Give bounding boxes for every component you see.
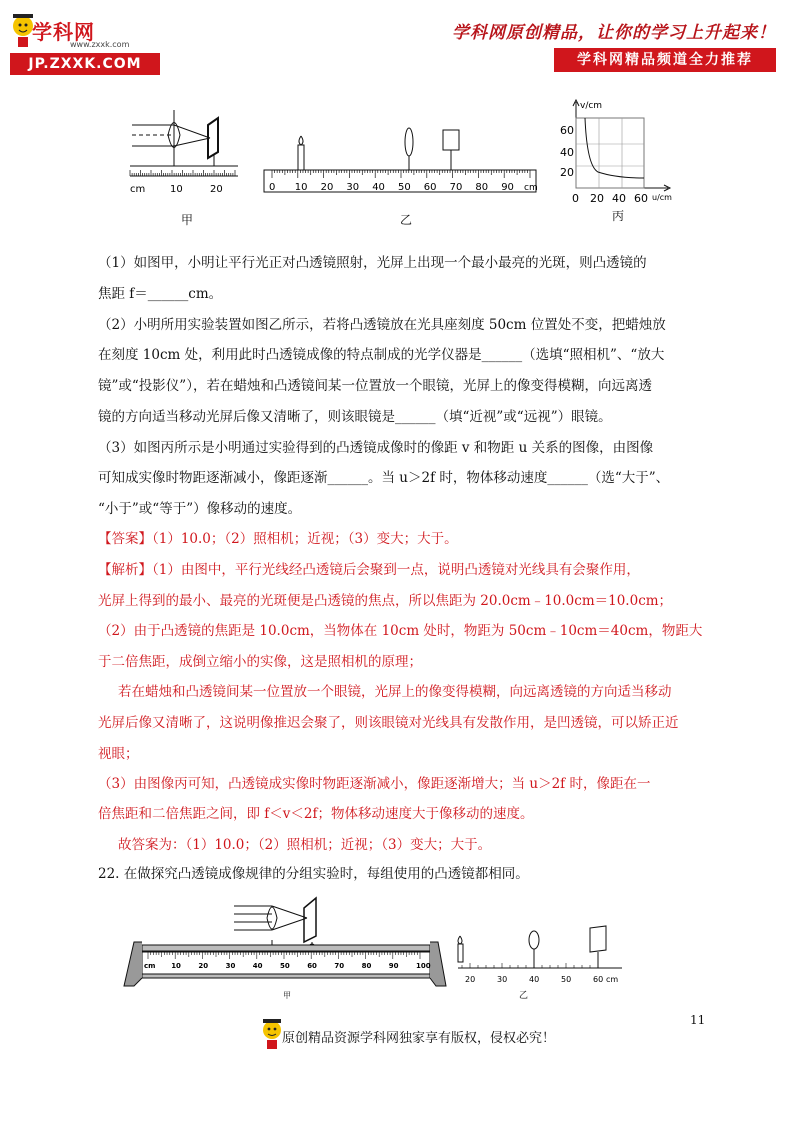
bing-x-tick: 40 [612,192,626,205]
caption-bench-jia: 甲 [283,991,291,1000]
yi-tick-label: 10 [294,182,308,193]
yi-tick-label: 30 [346,182,360,193]
bing-y-tick: 40 [560,146,574,159]
logo-url: www.zxxk.com [70,40,130,49]
question-line: （1）如图甲，小明让平行光正对凸透镜照射，光屏上出现一个最小最亮的光斑，则凸透镜的 [98,255,647,271]
caption-q22-yi: 乙 [519,991,529,1001]
explanation-line: （3）由图像丙可知，凸透镜成实像时物距逐渐减小，像距逐渐增大；当 u＞2f 时，像距在一 [98,776,651,792]
figure-optical-bench [122,890,448,998]
yi-tick-label: 90 [501,182,514,193]
page-number: 11 [690,1013,706,1027]
bench-tick-label: 10 [171,962,181,970]
question-line: 可知成实像时物距逐渐减小，像距逐渐______。当 u＞2f 时，物体移动速度______（选“大于”、 [98,470,670,486]
explanation-line: 【解析】（1）由图中，平行光线经凸透镜后会聚到一点，说明凸透镜对光线具有会聚作用， [98,562,640,578]
bench-tick-label: 90 [388,962,399,970]
bench-tick-label: 50 [280,962,290,970]
figure-q22-yi [450,922,630,1002]
jia-unit: cm [130,184,146,195]
caption-yi: 乙 [400,213,413,227]
explanation-line: 光屏上得到的最小、最亮的光斑便是凸透镜的焦点，所以焦距为 20.0cm﹣10.0cm＝10.0cm； [98,593,673,609]
yi-tick-label: 0 [269,182,276,193]
q22-yi-tick-label: 30 [497,975,508,984]
site-logo [10,10,160,72]
header-slogan: 学科网原创精品，让你的学习上升起来！ [452,23,776,43]
bing-y-tick: 20 [560,166,574,179]
yi-tick-label: 80 [475,182,489,193]
logo-bar: JP.ZXXK.COM [10,53,160,75]
q22-yi-tick-label: 20 [465,975,476,984]
bench-tick-label: 20 [198,962,209,970]
bench-tick-label: 40 [252,962,263,970]
yi-tick-label: 20 [320,182,334,193]
bing-x-tick: 20 [590,192,604,205]
bench-tick-label: 80 [361,962,372,970]
q22-yi-tick-label: 50 [561,975,572,984]
explanation-line: 视眼； [98,746,139,762]
question-22: 22. 在做探究凸透镜成像规律的分组实验时，每组使用的凸透镜都相同。 [98,866,529,882]
jia-tick-label: 10 [170,184,183,195]
q22-yi-tick-label: 40 [529,975,540,984]
bench-tick-label: 60 [307,962,317,970]
bing-x-label: u/cm [652,193,672,202]
bench-tick-label: 70 [334,962,345,970]
question-line: “小于”或“等于”）像移动的速度。 [98,501,302,517]
question-line: 焦距 f＝______cm。 [98,286,223,302]
figure-jia [128,100,240,205]
explanation-line: （2）由于凸透镜的焦距是 10.0cm，当物体在 10cm 处时，物距为 50cm﹣10cm＝40cm，物距大 [98,623,703,639]
bing-x-tick: 60 [634,192,648,205]
explanation-line: 光屏后像又清晰了，这说明像推迟会聚了，则该眼镜对光线具有发散作用，是凹透镜，可以矫正近 [98,715,679,731]
footer-copyright: 原创精品资源学科网独家享有版权，侵权必究！ [282,1031,556,1046]
jia-tick-label: 20 [210,184,223,195]
caption-bing: 丙 [612,209,625,223]
figure-bing [556,96,676,208]
yi-tick-label: 40 [372,182,385,193]
explanation-line: 于二倍焦距，成倒立缩小的实像，这是照相机的原理； [98,654,422,670]
bing-x-tick: 0 [572,192,579,205]
explanation-line: 若在蜡烛和凸透镜间某一位置放一个眼镜，光屏上的像变得模糊，向远离透镜的方向适当移动 [118,684,672,700]
header-banner: 学科网精品频道全力推荐 [554,48,776,72]
final-answer-line: 故答案为：（1）10.0；（2）照相机；近视；（3）变大；大于。 [118,837,492,853]
question-line: （3）如图丙所示是小明通过实验得到的凸透镜成像时的像距 v 和物距 u 关系的图像，由图像 [98,440,654,456]
bench-tick-label: 30 [225,962,236,970]
question-line: （2）小明所用实验装置如图乙所示，若将凸透镜放在光具座刻度 50cm 位置处不变，把蜡烛放 [98,317,666,333]
q22-yi-unit: cm [606,975,619,984]
bing-y-label: v/cm [580,101,603,111]
question-line: 镜的方向适当移动光屏后像又清晰了，则该眼镜是______（填“近视”或“远视”）眼镜。 [98,409,612,425]
question-line: 在刻度 10cm 处，利用此时凸透镜成像的特点制成的光学仪器是______（选填“照相机”、“放大 [98,347,665,363]
yi-unit: cm [524,183,538,193]
q22-yi-tick-label: 60 [593,975,604,984]
bing-y-tick: 60 [560,124,574,137]
explanation-line: 倍焦距和二倍焦距之间，即 f＜v＜2f；物体移动速度大于像移动的速度。 [98,806,534,822]
bench-tick-label: cm [144,962,156,970]
yi-tick-label: 70 [449,182,463,193]
yi-tick-label: 50 [398,182,411,193]
caption-jia: 甲 [181,213,194,227]
answer-line: 【答案】（1）10.0；（2）照相机；近视；（3）变大；大于。 [98,531,458,547]
bench-tick-label: 100 [416,962,431,970]
question-line: 镜”或“投影仪”），若在蜡烛和凸透镜间某一位置放一个眼镜，光屏上的像变得模糊，向远离透 [98,378,652,394]
logo-title: 学科网 [32,20,95,44]
figure-yi [260,120,550,200]
yi-tick-label: 60 [423,182,437,193]
